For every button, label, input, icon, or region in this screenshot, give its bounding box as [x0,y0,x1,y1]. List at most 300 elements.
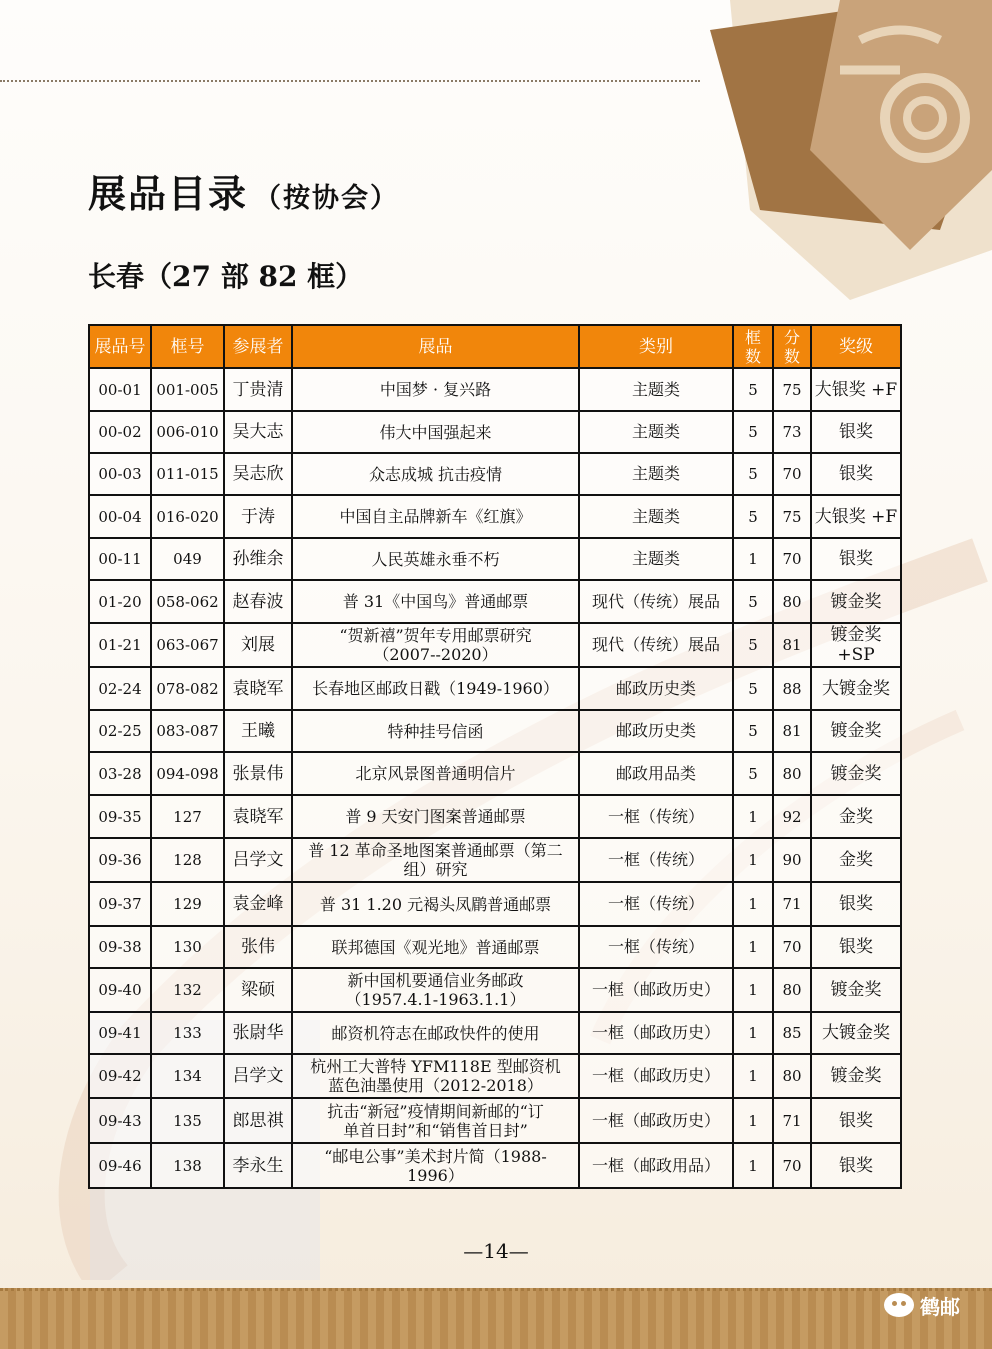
cell-frame-count [733,580,773,623]
cell-exhibitor [224,667,292,710]
cell-frame-count [733,968,773,1012]
cell-exhibitor [224,538,292,580]
cell-category-text: 一框（邮政用品） [591,1155,720,1175]
table-row [89,623,901,667]
cell-exhibitor-text: 吕学文 [232,1066,284,1086]
cell-exhibit-no [89,1098,151,1143]
cell-frame-count-text: 5 [748,423,758,441]
cell-exhibitor-text: 袁金峰 [232,894,284,914]
cell-exhibit-no [89,838,151,882]
cell-exhibit-title-text: 普 31《中国鸟》普通邮票 [342,592,529,611]
cell-exhibit-title [292,538,579,580]
cell-frame-no [151,623,224,667]
cell-frame-count-text: 1 [748,981,758,999]
cell-award-text: 镀金奖 [830,591,882,612]
cell-score [773,1054,811,1098]
cell-category-text: 现代（传统）展品 [591,591,720,611]
cell-category-text: 一框（邮政历史） [591,980,720,999]
table-row [89,1012,901,1054]
cell-score [773,1098,811,1143]
cell-score [773,368,811,411]
cell-exhibit-no-text: 00-01 [98,380,142,399]
table-row [89,580,901,623]
cell-frame-no-text: 006-010 [156,423,219,441]
cell-exhibitor-text: 孙维余 [232,549,284,569]
cell-score [773,1143,811,1188]
cell-frame-no-text: 134 [173,1067,202,1085]
cell-category [579,411,733,453]
cell-exhibit-no-text: 09-42 [98,1067,142,1085]
cell-frame-no [151,667,224,710]
cell-frame-no [151,1012,224,1054]
cell-frame-no [151,495,224,538]
cell-frame-count-text: 1 [748,938,758,956]
cell-frame-no-text: 128 [173,851,202,869]
cell-award-text: 大镀金奖 [822,1023,890,1043]
header-exhibit-no: 展品号 [89,325,151,368]
cell-score-text: 90 [782,851,802,869]
cell-exhibit-title [292,1054,579,1098]
cell-award [811,1143,901,1188]
cell-exhibit-title-text: 普 9 天安门图案普通邮票 [345,807,526,826]
cell-award [811,495,901,538]
cell-frame-no-text: 078-082 [156,679,219,698]
cell-exhibit-no [89,795,151,838]
cell-exhibit-no [89,453,151,495]
cell-category [579,968,733,1012]
header-exhibitor: 参展者 [224,325,292,368]
cell-frame-count-text: 1 [748,807,758,826]
cell-category [579,538,733,580]
section-title: 长春（27 部 82 框） [88,260,364,293]
cell-frame-no [151,752,224,795]
cell-exhibitor [224,623,292,667]
table-row [89,838,901,882]
cell-award-text: 镀金奖 [830,763,882,784]
table-row [89,495,901,538]
cell-frame-count-text: 1 [748,895,758,913]
cell-frame-no-text: 132 [173,981,202,999]
cell-award-text: 银奖 [839,937,873,957]
cell-exhibitor-text: 丁贵清 [232,379,284,400]
cell-exhibit-title-line2: 1996） [407,1165,464,1185]
cell-frame-count [733,623,773,667]
cell-score-text: 80 [782,981,802,999]
cell-exhibit-title-text: 中国梦 · 复兴路 [379,380,492,399]
exhibit-table [88,324,902,1189]
cell-exhibit-no [89,411,151,453]
cell-exhibit-title-text: “贺新禧”贺年专用邮票研究 [339,626,532,645]
cell-frame-no-text: 049 [173,550,202,568]
cell-category-text: 一框（邮政历史） [591,1023,720,1042]
cell-frame-no [151,538,224,580]
cell-score [773,580,811,623]
cell-exhibit-title-text: 普 12 革命圣地图案普通邮票（第二 [308,841,563,860]
cell-category-text: 一框（传统） [607,894,704,913]
cell-award [811,1054,901,1098]
cell-exhibit-no [89,752,151,795]
cell-frame-count [733,795,773,838]
cell-exhibit-title [292,580,579,623]
cell-exhibit-title [292,368,579,411]
cell-score-text: 81 [782,722,802,740]
cell-exhibit-title [292,411,579,453]
cell-exhibit-no-text: 01-21 [98,636,142,654]
cell-exhibit-title [292,838,579,882]
cell-exhibitor [224,838,292,882]
cell-exhibit-no [89,368,151,411]
cell-exhibitor-text: 张尉华 [232,1023,284,1043]
cell-score [773,838,811,882]
cell-award [811,368,901,411]
cell-category [579,580,733,623]
cell-exhibit-title-line2: 组）研究 [403,860,468,879]
cell-frame-count-text: 1 [748,550,758,568]
cell-frame-no-text: 016-020 [156,507,219,526]
cell-exhibitor-text: 郎思祺 [232,1110,284,1131]
cell-award [811,710,901,752]
cell-exhibit-title [292,1012,579,1054]
cell-frame-count [733,1054,773,1098]
cell-exhibit-title [292,752,579,795]
cell-frame-no [151,1054,224,1098]
cell-exhibitor [224,1143,292,1188]
cell-award [811,752,901,795]
cell-score-text: 70 [782,550,802,568]
cell-category-text: 现代（传统）展品 [591,635,720,654]
cell-frame-count [733,667,773,710]
header-score [773,325,811,368]
cell-score [773,453,811,495]
cell-exhibit-no-text: 00-02 [98,423,142,441]
cell-award-text: 银奖 [839,549,873,569]
cell-exhibit-no-text: 09-46 [98,1156,142,1175]
cell-category [579,795,733,838]
cell-frame-no [151,795,224,838]
cell-award [811,968,901,1012]
cell-award [811,411,901,453]
cell-exhibitor [224,1054,292,1098]
cell-award [811,580,901,623]
cell-frame-count [733,1012,773,1054]
cell-exhibitor-text: 吕学文 [232,850,284,870]
cell-exhibit-title-text: 杭州工大普特 YFM118E 型邮资机 [310,1057,561,1076]
top-dotted-rule [0,80,700,82]
cell-exhibit-no-text: 09-41 [98,1024,142,1042]
cell-exhibit-no-text: 00-11 [98,550,142,568]
cell-frame-count-text: 1 [748,851,758,869]
cell-score-text: 85 [782,1024,802,1042]
cell-frame-count [733,752,773,795]
cell-exhibitor-text: 袁晓军 [232,806,284,827]
cell-category-text: 邮政历史类 [615,721,696,740]
cell-exhibit-no-text: 03-28 [98,764,142,783]
cell-award [811,623,901,667]
cell-award [811,667,901,710]
cell-category-text: 主题类 [631,379,680,399]
cell-category-text: 一框（传统） [607,937,704,956]
cell-award-text: 银奖 [839,1155,873,1176]
cell-award-line2: +SP [837,645,875,665]
cell-frame-no-text: 135 [173,1111,202,1130]
cell-exhibit-no-text: 00-04 [98,507,142,526]
cell-exhibit-title-text: 北京风景图普通明信片 [355,764,516,783]
cell-score-text: 92 [782,807,802,826]
table-header-row [89,325,901,368]
cell-exhibit-no [89,623,151,667]
cell-exhibit-title-line2: 单首日封”和“销售首日封” [343,1120,528,1140]
table-row [89,1143,901,1188]
cell-exhibit-title [292,1143,579,1188]
cell-exhibitor [224,453,292,495]
cell-exhibit-title [292,453,579,495]
cell-score-text: 80 [782,764,802,783]
cell-frame-count [733,411,773,453]
cell-score [773,667,811,710]
cell-exhibit-title-line2: （1957.4.1-1963.1.1） [345,990,526,1009]
cell-exhibitor [224,580,292,623]
page-title-text: 展品目录 [88,171,249,216]
cell-frame-count-text: 5 [748,636,758,654]
cell-frame-no [151,882,224,926]
cell-frame-count-text: 1 [748,1024,758,1042]
page-title [88,172,399,221]
cell-frame-no-text: 001-005 [156,380,219,399]
cell-frame-no-text: 094-098 [156,764,219,783]
cell-award-text: 银奖 [839,422,873,442]
cell-exhibit-no [89,495,151,538]
cell-exhibitor [224,968,292,1012]
cell-category [579,710,733,752]
cell-exhibit-title-text: 特种挂号信函 [387,721,484,741]
cell-score-text: 70 [782,938,802,956]
cell-award [811,1098,901,1143]
cell-frame-no [151,580,224,623]
wechat-icon [884,1293,914,1317]
cell-exhibit-no [89,580,151,623]
cell-frame-count-text: 1 [748,1111,758,1130]
cell-score-text: 75 [782,380,802,399]
cell-exhibit-no-text: 01-20 [98,592,142,611]
cell-exhibit-no-text: 02-24 [98,679,142,698]
cell-frame-no [151,1098,224,1143]
cell-category-text: 一框（邮政历史） [591,1066,720,1085]
cell-frame-count-text: 1 [748,1067,758,1085]
cell-category [579,623,733,667]
cell-frame-no [151,710,224,752]
cell-frame-no-text: 129 [173,895,202,913]
cell-award [811,1012,901,1054]
cell-exhibit-no-text: 02-25 [98,722,142,740]
cell-award [811,882,901,926]
page-title-note: （按协会） [254,183,400,214]
cell-category [579,495,733,538]
table-row [89,926,901,968]
cell-exhibitor-text: 吴大志 [232,422,284,442]
cell-category-text: 一框（传统） [607,850,704,869]
cell-award-text: 大镀金奖 [822,678,890,699]
table-row [89,411,901,453]
cell-score-text: 81 [782,636,802,654]
cell-exhibitor-text: 王曦 [241,721,275,741]
cell-frame-count [733,838,773,882]
cell-frame-count [733,453,773,495]
cell-score [773,538,811,580]
watermark-text: 鹤邮 [920,1294,960,1319]
cell-category [579,926,733,968]
cell-score-text: 71 [782,895,802,913]
cell-exhibit-title [292,926,579,968]
cell-exhibit-no [89,968,151,1012]
cell-award-text: 大银奖 +F [814,506,898,527]
header-frame-count [733,325,773,368]
cell-category [579,838,733,882]
cell-award-text: 镀金奖 [830,625,882,645]
cell-frame-no-text: 138 [173,1156,202,1175]
cell-exhibitor [224,926,292,968]
cell-score-text: 70 [782,1156,802,1175]
cell-award [811,538,901,580]
header-frame-no: 框号 [151,325,224,368]
cell-category [579,453,733,495]
cell-exhibit-title-line2: （2007--2020） [373,645,498,664]
cell-award [811,795,901,838]
cell-frame-no-text: 058-062 [156,592,219,611]
cell-exhibitor-text: 李永生 [232,1155,284,1176]
header-score-line2: 数 [783,346,800,366]
cell-exhibit-title-text: 人民英雄永垂不朽 [371,549,500,569]
cell-score [773,926,811,968]
cell-category [579,368,733,411]
cell-exhibitor-text: 袁晓军 [232,678,284,699]
cell-score [773,752,811,795]
cell-exhibitor-text: 梁硕 [241,980,275,1000]
cell-category-text: 主题类 [631,506,680,526]
cell-score [773,411,811,453]
cell-frame-no-text: 133 [173,1024,202,1042]
cell-exhibit-no-text: 00-03 [98,465,142,483]
table-body [89,368,901,1188]
header-award: 奖级 [811,325,901,368]
cell-exhibit-no [89,1143,151,1188]
cell-exhibit-title [292,623,579,667]
cell-frame-count-text: 1 [748,1156,758,1175]
cell-exhibit-no [89,1012,151,1054]
cell-frame-count [733,368,773,411]
cell-exhibitor-text: 张伟 [241,937,275,957]
cell-frame-count-text: 5 [748,507,758,526]
cell-frame-count [733,1098,773,1143]
cell-category [579,1012,733,1054]
cell-category-text: 邮政用品类 [615,763,696,783]
cell-exhibit-title-text: 长春地区邮政日戳（1949-1960） [312,679,559,698]
cell-exhibitor-text: 赵春波 [232,591,284,612]
cell-exhibit-no [89,1054,151,1098]
cell-exhibitor [224,1098,292,1143]
table-row [89,968,901,1012]
cell-award [811,838,901,882]
cell-award-text: 大银奖 +F [814,379,898,400]
cell-award-text: 金奖 [839,850,873,870]
cell-frame-count-text: 5 [748,679,758,698]
cell-frame-no [151,1143,224,1188]
cell-frame-count [733,1143,773,1188]
table-row [89,538,901,580]
cell-frame-count [733,710,773,752]
cell-exhibit-title-text: 众志成城 抗击疫情 [368,464,503,484]
cell-exhibit-title-text: 中国自主品牌新车《红旗》 [339,507,532,526]
cell-frame-count [733,538,773,580]
cell-exhibit-title-text: 伟大中国强起来 [379,422,492,442]
cell-frame-no-text: 063-067 [156,636,219,654]
cell-exhibit-title [292,1098,579,1143]
cell-score-text: 80 [782,592,802,611]
cell-exhibitor [224,495,292,538]
cell-exhibit-title-text: 联邦德国《观光地》普通邮票 [331,937,540,957]
cell-frame-no-text: 127 [173,807,202,826]
cell-score [773,968,811,1012]
cell-frame-count [733,926,773,968]
header-frame-count-line1: 框 [744,327,761,347]
cell-exhibit-no [89,926,151,968]
cell-frame-no [151,968,224,1012]
cell-exhibitor-text: 吴志欣 [232,464,284,484]
cell-exhibit-title-text: “邮电公事”美术封片简（1988- [324,1146,547,1166]
cell-exhibitor [224,882,292,926]
cell-exhibit-no-text: 09-37 [98,895,142,913]
cell-exhibit-no [89,667,151,710]
cell-exhibit-title [292,667,579,710]
cell-award-text: 金奖 [839,806,873,827]
cell-award-text: 银奖 [839,894,873,914]
table-row [89,795,901,838]
cell-exhibit-title [292,495,579,538]
cell-frame-count-text: 5 [748,465,758,483]
cell-frame-count [733,882,773,926]
cell-score-text: 75 [782,507,802,526]
cell-exhibit-no-text: 09-36 [98,851,142,869]
header-score-line1: 分 [783,327,800,347]
cell-score [773,495,811,538]
cell-exhibit-title [292,795,579,838]
cell-frame-no [151,368,224,411]
cell-score-text: 80 [782,1067,802,1085]
cell-frame-count-text: 5 [748,722,758,740]
cell-award [811,926,901,968]
cell-category [579,882,733,926]
cell-exhibitor [224,411,292,453]
footer-band [0,1288,992,1349]
cell-category [579,667,733,710]
cell-exhibit-no [89,538,151,580]
table-row [89,1098,901,1143]
cell-score [773,710,811,752]
cell-exhibitor [224,368,292,411]
cell-category-text: 主题类 [631,464,680,483]
cell-score [773,795,811,838]
watermark [884,1290,960,1320]
cell-exhibit-title-text: 普 31 1.20 元褐头凤鹛普通邮票 [319,894,552,914]
cell-frame-no-text: 083-087 [156,722,219,740]
cell-exhibit-no [89,710,151,752]
table-row [89,368,901,411]
header-exhibit: 展品 [292,325,579,368]
cell-award-text: 镀金奖 [830,980,882,1000]
cell-exhibit-title-line2: 蓝色油墨使用（2012-2018） [328,1076,543,1095]
cell-category-text: 邮政历史类 [615,678,696,698]
cell-score-text: 70 [782,465,802,483]
cell-exhibit-no [89,882,151,926]
